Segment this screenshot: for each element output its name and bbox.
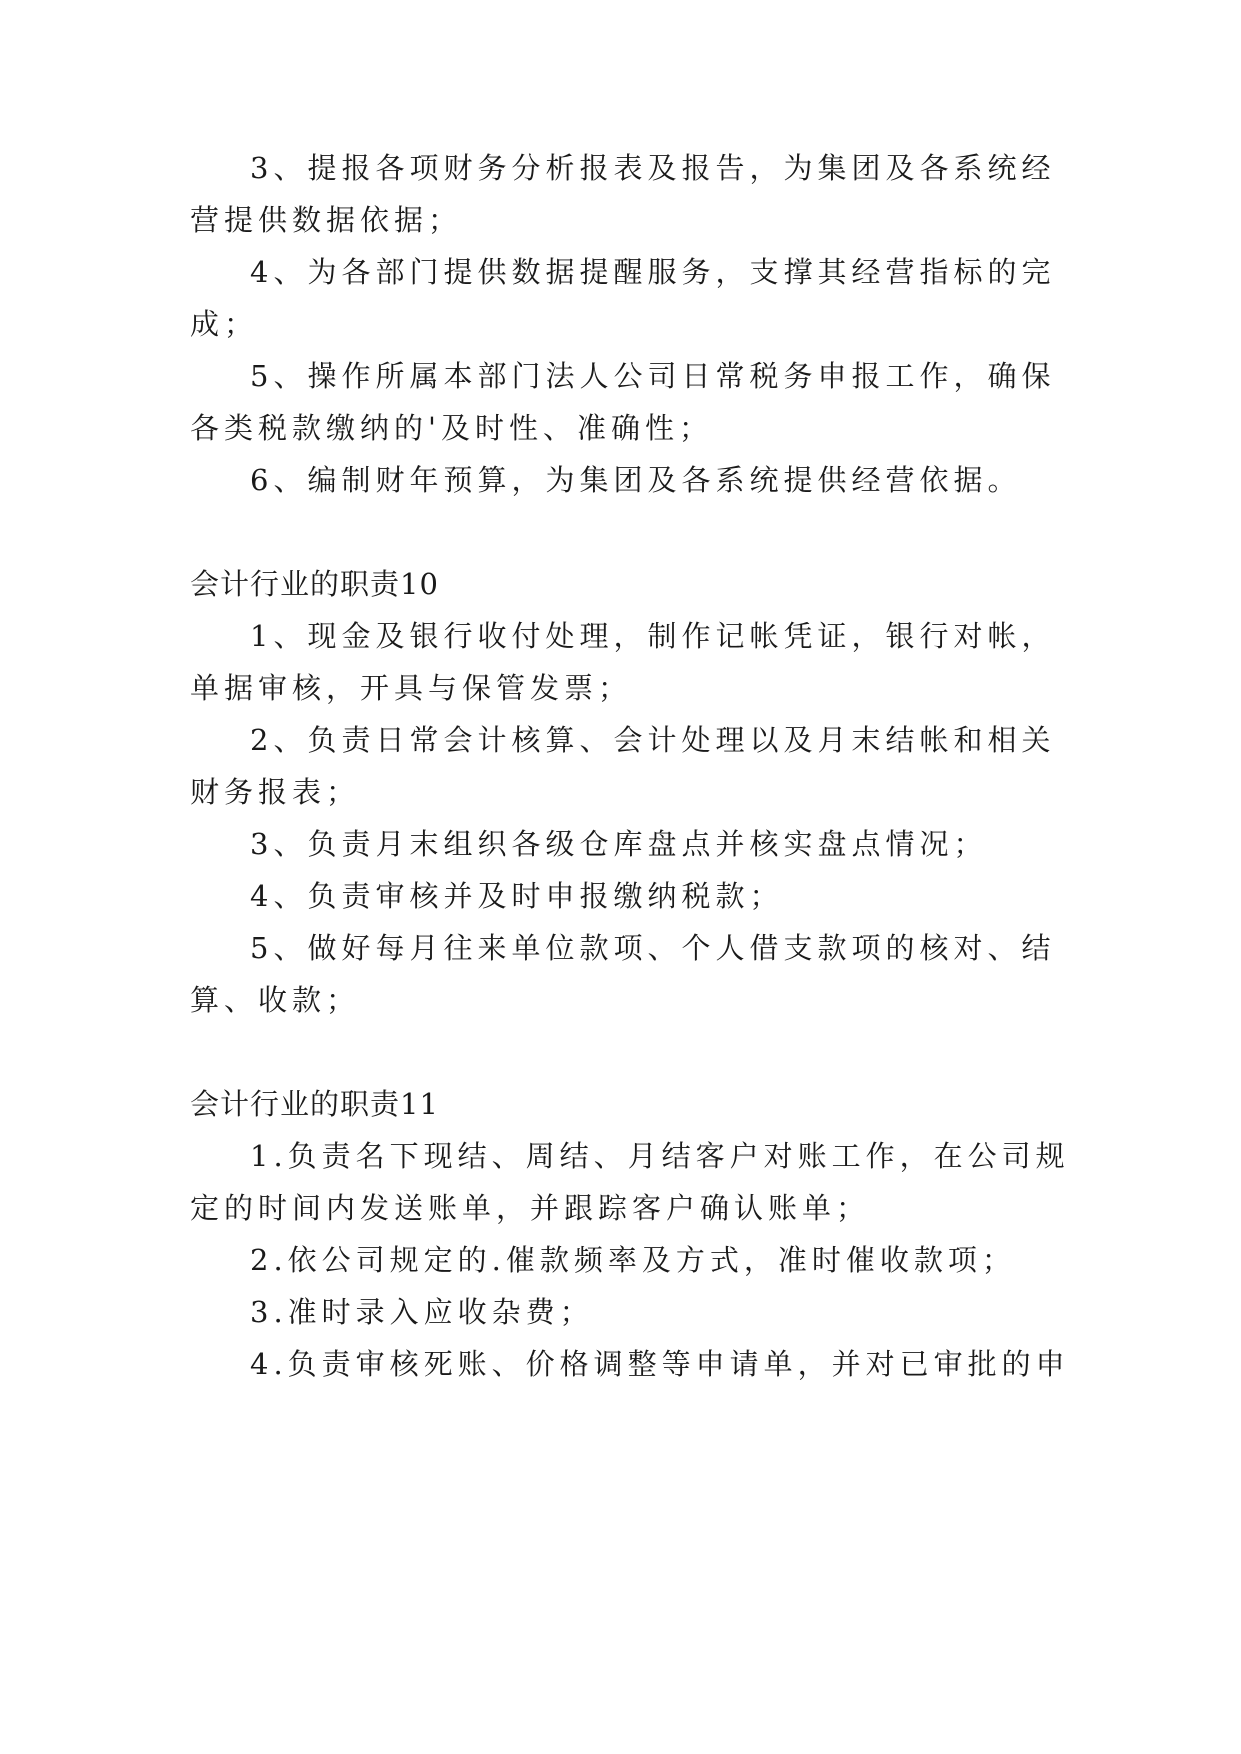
paragraph-line: 各类税款缴纳的'及时性、准确性；: [190, 411, 713, 445]
paragraph-line: 3、提报各项财务分析报表及报告，为集团及各系统经: [250, 151, 1056, 185]
paragraph-line: 定的时间内发送账单，并跟踪客户确认账单；: [190, 1191, 871, 1225]
paragraph-line: 财务报表；: [190, 775, 361, 809]
paragraph-line: 6、编制财年预算，为集团及各系统提供经营依据。: [250, 463, 1022, 497]
paragraph-line: 成；: [190, 307, 259, 341]
paragraph-line: 1.负责名下现结、周结、月结客户对账工作，在公司规: [250, 1139, 1070, 1173]
paragraph-line: 5、操作所属本部门法人公司日常税务申报工作，确保: [250, 359, 1056, 393]
paragraph-line: 5、做好每月往来单位款项、个人借支款项的核对、结: [250, 931, 1056, 965]
paragraph-line: 3.准时录入应收杂费；: [250, 1295, 594, 1329]
paragraph-line: 4、为各部门提供数据提醒服务，支撑其经营指标的完: [250, 255, 1056, 289]
paragraph-line: 4.负责审核死账、价格调整等申请单，并对已审批的申: [250, 1347, 1070, 1381]
paragraph-line: 4、负责审核并及时申报缴纳税款；: [250, 879, 784, 913]
section-heading: 会计行业的职责11: [190, 1087, 439, 1121]
section-heading: 会计行业的职责10: [190, 567, 439, 601]
paragraph-line: 2、负责日常会计核算、会计处理以及月末结帐和相关: [250, 723, 1056, 757]
paragraph-line: 1、现金及银行收付处理，制作记帐凭证，银行对帐，: [250, 619, 1056, 653]
paragraph-line: 算、收款；: [190, 983, 361, 1017]
paragraph-line: 营提供数据依据；: [190, 203, 463, 237]
paragraph-line: 单据审核，开具与保管发票；: [190, 671, 633, 705]
paragraph-line: 3、负责月末组织各级仓库盘点并核实盘点情况；: [250, 827, 988, 861]
paragraph-line: 2.依公司规定的.催款频率及方式，准时催收款项；: [250, 1243, 1016, 1277]
